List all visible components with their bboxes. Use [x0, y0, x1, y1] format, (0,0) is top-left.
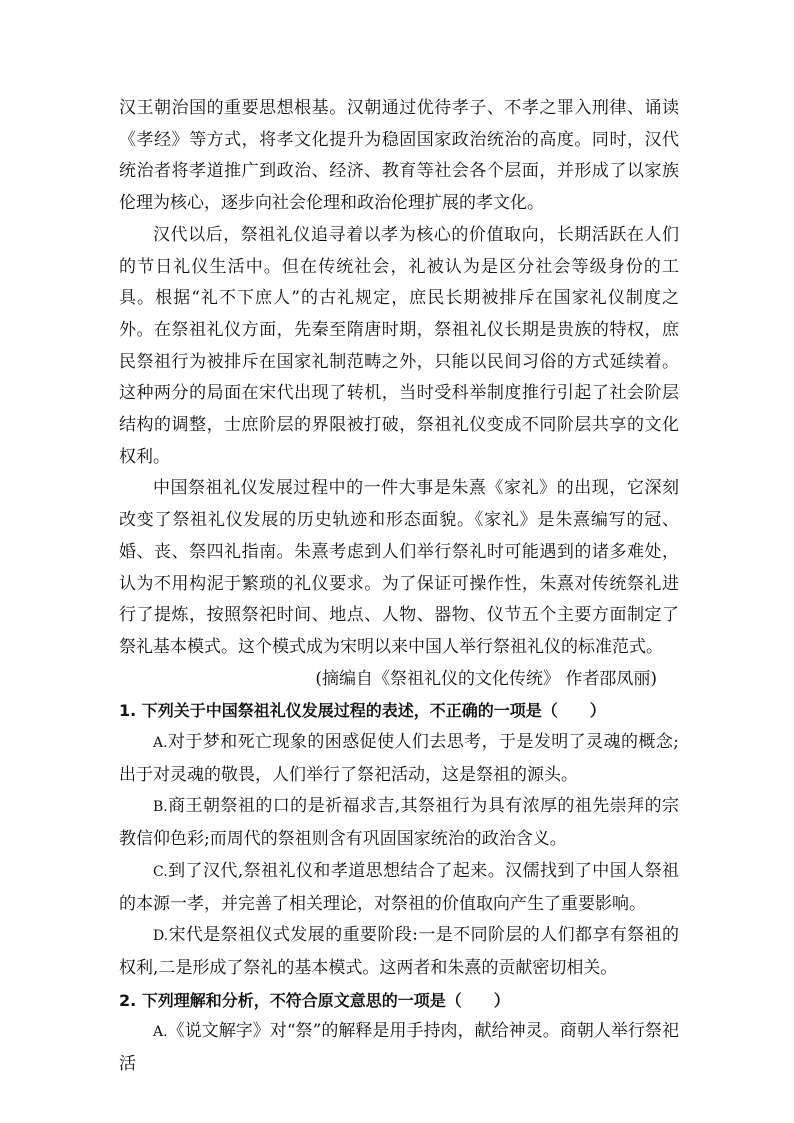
option-text: 商王朝祭祖的口的是祈福求吉,其祭祖行为具有浓厚的祖先崇拜的宗教信仰色彩;而周代的祭祖则含有巩固国家统治的政治含义。	[119, 796, 679, 850]
passage-paragraph: 汉代以后，祭祖礼仪追寻着以孝为核心的价值取向，长期活跃在人们的节日礼仪生活中。但在传统社会，礼被认为是区分社会等级身份的工具。根据“礼不下庶人”的古礼规定，庶民长期被排斥在国家礼仪制度之外。在祭祖礼仪方面，先秦至隋唐时期，祭祖礼仪长期是贵族的特权，庶民祭祖行为被排斥在国家礼制范畴之外，只能以民间习俗的方式延续着。这种两分的局面在宋代出现了转机，当时受科举制度推行引起了社会阶层结构的调整，士庶阶层的界限被打破，祭祖礼仪变成不同阶层共享的文化权利。	[119, 224, 679, 467]
option-letter: C.	[153, 863, 168, 880]
document-page	[119, 93, 679, 1081]
option-letter: A.	[153, 735, 168, 752]
option-letter: B.	[153, 799, 168, 816]
question-option	[119, 856, 679, 920]
option-text: 《说文解字》对“祭”的解释是用手持肉，献给神灵。商朝人举行祭祀活	[119, 1021, 679, 1075]
passage-paragraph: 中国祭祖礼仪发展过程中的一件大事是朱熹《家礼》的出现，它深刻改变了祭祖礼仪发展的历史轨迹和形态面貌。《家礼》是朱熹编写的冠、婚、丧、祭四礼指南。朱熹考虑到人们举行祭礼时可能遇到的诸多难处，认为不用构泥于繁琐的礼仪要求。为了保证可操作性，朱熹对传统祭礼进行了提炼，按照祭祀时间、地点、人物、器物、仪节五个主要方面制定了祭礼基本模式。这个模式成为宋明以来中国人举行祭祖礼仪的标准范式。	[119, 478, 679, 657]
option-text: 到了汉代,祭祖礼仪和孝道思想结合了起来。汉儒找到了中国人祭祖的本源一孝，并完善了相关理论，对祭祖的价值取向产生了重要影响。	[119, 860, 679, 914]
question-option	[119, 727, 679, 791]
option-letter: D.	[153, 928, 169, 945]
question-option	[119, 920, 679, 984]
question-option	[119, 1016, 679, 1080]
option-text: 对于梦和死亡现象的困惑促使人们去思考，于是发明了灵魂的概念;出于对灵魂的敬畏，人们举行了祭祀活动，这是祭祖的源头。	[119, 732, 679, 785]
question-option	[119, 791, 679, 855]
option-text: 宋代是祭祖仪式发展的重要阶段:一是不同阶层的人们都享有祭祖的权利,二是形成了祭礼的基本模式。这两者和朱熹的贡献密切相关。	[119, 925, 679, 978]
question-stem: 1. 下列关于中国祭祖礼仪发展过程的表述，不正确的一项是（ ）	[119, 701, 606, 721]
question-stem: 2. 下列理解和分析，不符合原文意思的一项是（ ）	[119, 990, 510, 1010]
passage-source: (摘编自《祭祖礼仪的文化传统》 作者邵凤丽)	[315, 668, 657, 689]
option-letter: A.	[153, 1024, 168, 1041]
passage-paragraph: 汉王朝治国的重要思想根基。汉朝通过优待孝子、不孝之罪入刑律、诵读《孝经》等方式，将孝文化提升为稳固国家政治统治的高度。同时，汉代统治者将孝道推广到政治、经济、教育等社会各个层面，并形成了以家族伦理为核心，逐步向社会伦理和政治伦理扩展的孝文化。	[119, 98, 679, 214]
